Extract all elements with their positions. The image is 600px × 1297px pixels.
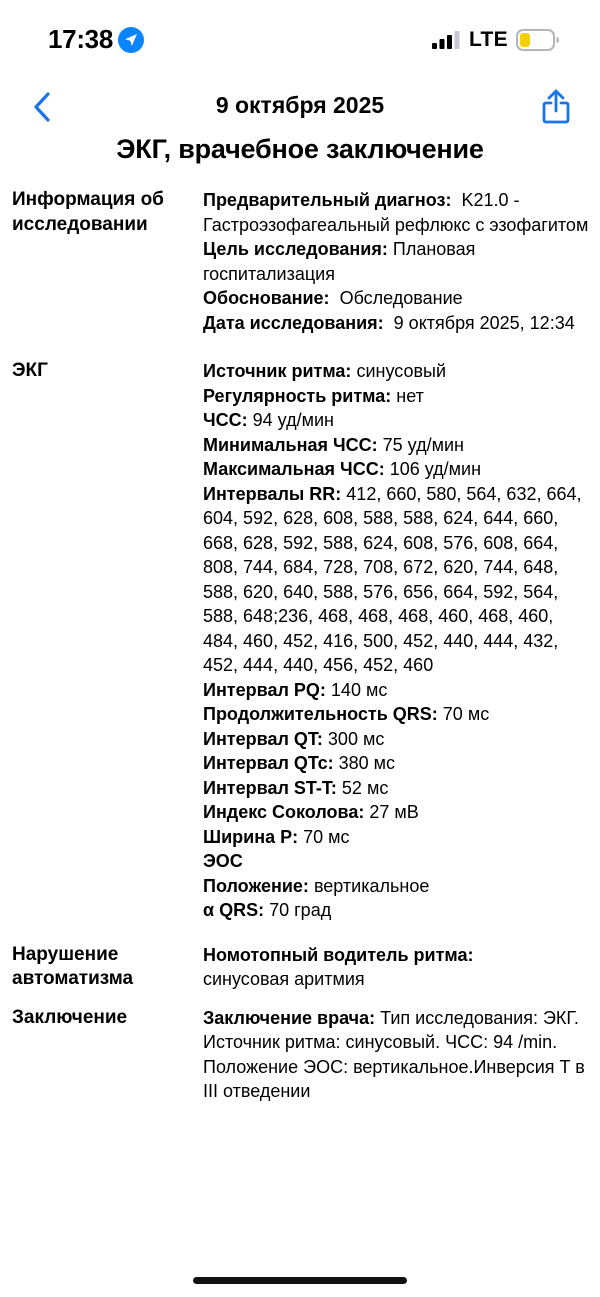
field-heart-rate [203, 408, 589, 433]
section-label-conclusion: Заключение [12, 1006, 128, 1028]
signal-bars-icon [431, 30, 461, 50]
field-value: 27 мВ [369, 802, 419, 822]
section-content-ecg [203, 359, 589, 923]
field-rhythm-regularity [203, 384, 589, 409]
field-value: нет [396, 385, 424, 406]
network-type-label: LTE [468, 28, 508, 51]
field-value: 300 мс [327, 728, 385, 749]
field-min-heart-rate [203, 433, 589, 458]
home-indicator[interactable] [193, 1277, 407, 1284]
field-key: Ширина P: [203, 826, 299, 847]
navigation-bar [0, 82, 600, 132]
field-key: Интервал QTc: [203, 753, 334, 773]
field-study-date [203, 311, 589, 336]
field-key: ЧСС: [203, 410, 248, 430]
section-spacer [12, 335, 594, 359]
nav-title: 9 октября 2025 [215, 92, 385, 118]
field-value: 380 мс [338, 753, 396, 773]
field-pacemaker-value [203, 967, 589, 992]
section-label-ecg: ЭКГ [12, 360, 48, 381]
field-study-purpose [203, 237, 589, 286]
field-justification [203, 286, 589, 311]
field-value: 140 мс [330, 679, 388, 700]
section-spacer [12, 923, 594, 943]
field-key: Цель исследования: [203, 239, 388, 259]
field-alpha-qrs [203, 898, 589, 923]
field-sokolow-index [203, 800, 589, 825]
section-content-study-info [203, 188, 589, 335]
status-bar [0, 0, 600, 80]
share-button[interactable] [536, 86, 576, 128]
field-eos-heading [203, 849, 589, 874]
field-qt-interval [203, 727, 589, 752]
field-max-heart-rate [203, 457, 589, 482]
section-label-automatism: Нарушение автоматизма [12, 943, 134, 989]
field-key: Регулярность ритма: [203, 385, 392, 406]
status-time-group [48, 24, 145, 55]
section-automatism-disorder [12, 943, 594, 992]
field-value: K21.0 - Гастроэзофагеальный рефлюкс с эзофагитом [203, 190, 589, 235]
field-key: Заключение врача: [203, 1007, 376, 1028]
battery-icon [516, 28, 560, 52]
field-key: Максимальная ЧСС: [203, 459, 385, 479]
field-value: 70 мс [442, 704, 490, 724]
location-arrow-icon [117, 26, 145, 54]
section-ecg [12, 359, 594, 923]
field-key: Индекс Соколова: [203, 802, 365, 822]
field-key: Интервал QT: [203, 728, 323, 749]
field-value: 70 град [269, 900, 332, 920]
section-content-conclusion [203, 1006, 589, 1104]
field-key: Интервалы RR: [203, 483, 342, 504]
field-key: Положение: [203, 875, 309, 896]
field-value: 9 октября 2025, 12:34 [393, 312, 575, 333]
field-rr-intervals [203, 482, 589, 678]
section-conclusion [12, 1006, 594, 1104]
field-value: синусовая аритмия [203, 969, 365, 989]
field-key: Дата исследования: [203, 312, 384, 333]
page-title: ЭКГ, врачебное заключение [116, 134, 484, 164]
field-value: Тип исследования: ЭКГ. Источник ритма: синусовый. ЧСС: 94 /min. Положение ЭОС: вертикальное.Инверсия T в III отведении [203, 1007, 585, 1101]
field-value: 106 уд/мин [389, 459, 482, 479]
field-st-t-interval [203, 776, 589, 801]
share-icon [541, 89, 571, 125]
field-key: Минимальная ЧСС: [203, 434, 378, 455]
field-key: Продолжительность QRS: [203, 704, 438, 724]
field-value: вертикальное [313, 875, 430, 896]
status-indicators [431, 28, 560, 52]
field-key: Источник ритма: [203, 361, 352, 381]
field-key: ЭОС [203, 851, 243, 871]
field-key: Обоснование: [203, 288, 330, 308]
field-value: 75 уд/мин [382, 434, 464, 455]
field-rhythm-source [203, 359, 589, 384]
field-key: Номотопный водитель ритма: [203, 944, 474, 965]
section-label-study-info: Информация об исследовании [12, 189, 164, 235]
field-value: 70 мс [303, 826, 350, 847]
field-qtc-interval [203, 751, 589, 776]
field-key: Интервал PQ: [203, 679, 326, 700]
ecg-report [12, 188, 594, 1104]
field-value: 52 мс [341, 777, 389, 798]
field-value: синусовый [356, 361, 447, 381]
field-eos-position [203, 874, 589, 899]
section-study-info [12, 188, 594, 335]
field-value: 412, 660, 580, 564, 632, 664, 604, 592, 628, 608, 588, 588, 624, 644, 660, 668, 628, 592, 588, 624, 608, 576, 608, 664, 808, 744, 684, 728, 708, 672, 620, 744, 648, 588, 620, 640, 588, 576, 656, 664, 592, 564, 588, 648;236, 468, 468, 468, 460, 468, 460, 484, 460, 452, 416, 500, 452, 440, 444, 432, 452, 444, 440, 456, 452, 460 [203, 483, 582, 675]
field-key: Интервал ST-T: [203, 777, 337, 798]
field-key: Предварительный диагноз: [203, 190, 452, 210]
field-pq-interval [203, 678, 589, 703]
field-qrs-duration [203, 702, 589, 727]
field-pacemaker-heading [203, 943, 589, 968]
status-time: 17:38 [48, 24, 113, 54]
section-spacer [12, 992, 594, 1006]
field-p-width [203, 825, 589, 850]
field-value: 94 уд/мин [252, 410, 334, 430]
field-value: Обследование [339, 288, 463, 308]
field-key: α QRS: [203, 900, 265, 920]
field-doctor-conclusion [203, 1006, 589, 1104]
section-content-automatism [203, 943, 589, 992]
field-preliminary-diagnosis [203, 188, 589, 237]
field-value: Плановая госпитализация [203, 239, 476, 284]
